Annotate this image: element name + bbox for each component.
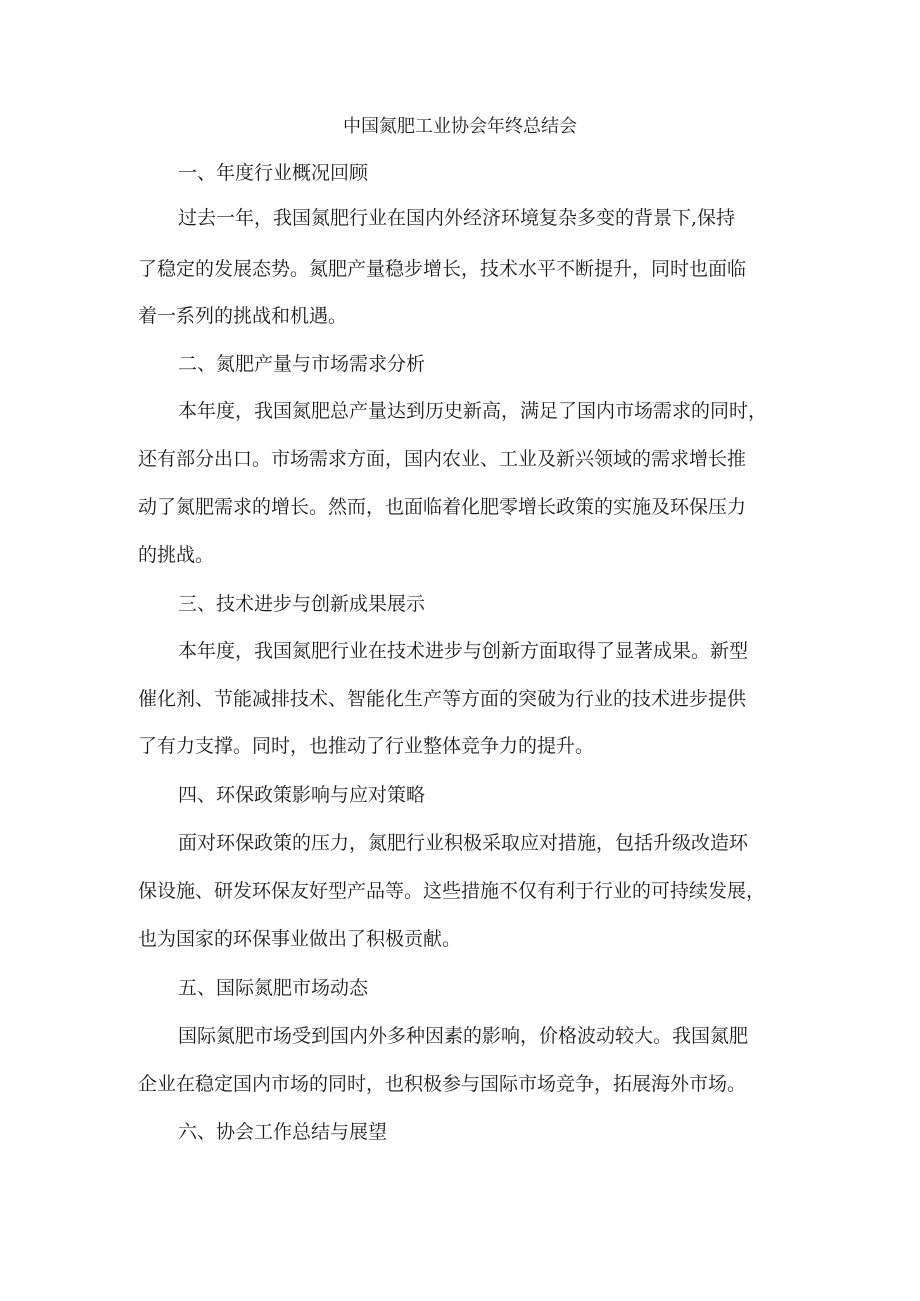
section-heading: 一、年度行业概况回顾 bbox=[178, 162, 369, 184]
paragraph-line: 的挑战。 bbox=[138, 544, 215, 566]
paragraph-line: 过去一年，我国氮肥行业在国内外经济环境复杂多变的背景下,保持 bbox=[178, 207, 736, 229]
paragraph-line: 着一系列的挑战和机遇。 bbox=[138, 305, 348, 327]
document-title: 中国氮肥工业协会年终总结会 bbox=[343, 116, 577, 137]
paragraph-line: 保设施、研发环保友好型产品等。这些措施不仅有利于行业的可持续发展， bbox=[138, 880, 766, 902]
section-heading: 五、国际氮肥市场动态 bbox=[178, 977, 369, 999]
paragraph-line: 本年度，我国氮肥总产量达到历史新高，满足了国内市场需求的同时， bbox=[178, 400, 768, 422]
paragraph-line: 还有部分出口。市场需求方面，国内农业、工业及新兴领域的需求增长推 bbox=[138, 448, 747, 470]
section-heading: 三、技术进步与创新成果展示 bbox=[178, 593, 426, 615]
paragraph-line: 也为国家的环保事业做出了积极贡献。 bbox=[138, 928, 462, 950]
section-heading: 四、环保政策影响与应对策略 bbox=[178, 784, 426, 806]
paragraph-line: 了稳定的发展态势。氮肥产量稳步增长，技术水平不断提升，同时也面临 bbox=[138, 258, 747, 280]
section-heading: 二、氮肥产量与市场需求分析 bbox=[178, 353, 426, 375]
paragraph-line: 本年度，我国氮肥行业在技术进步与创新方面取得了显著成果。新型 bbox=[178, 640, 749, 662]
paragraph-line: 了有力支撑。同时，也推动了行业整体竞争力的提升。 bbox=[138, 735, 595, 757]
paragraph-line: 国际氮肥市场受到国内外多种因素的影响，价格波动较大。我国氮肥 bbox=[178, 1025, 749, 1047]
paragraph-line: 催化剂、节能减排技术、智能化生产等方面的突破为行业的技术进步提供 bbox=[138, 688, 747, 710]
paragraph-line: 面对环保政策的压力，氮肥行业积极采取应对措施，包括升级改造环 bbox=[178, 832, 749, 854]
paragraph-line: 企业在稳定国内市场的同时，也积极参与国际市场竞争，拓展海外市场。 bbox=[138, 1073, 747, 1095]
paragraph-line: 动了氮肥需求的增长。然而，也面临着化肥零增长政策的实施及环保压力 bbox=[138, 496, 747, 518]
section-heading: 六、协会工作总结与展望 bbox=[178, 1121, 388, 1143]
